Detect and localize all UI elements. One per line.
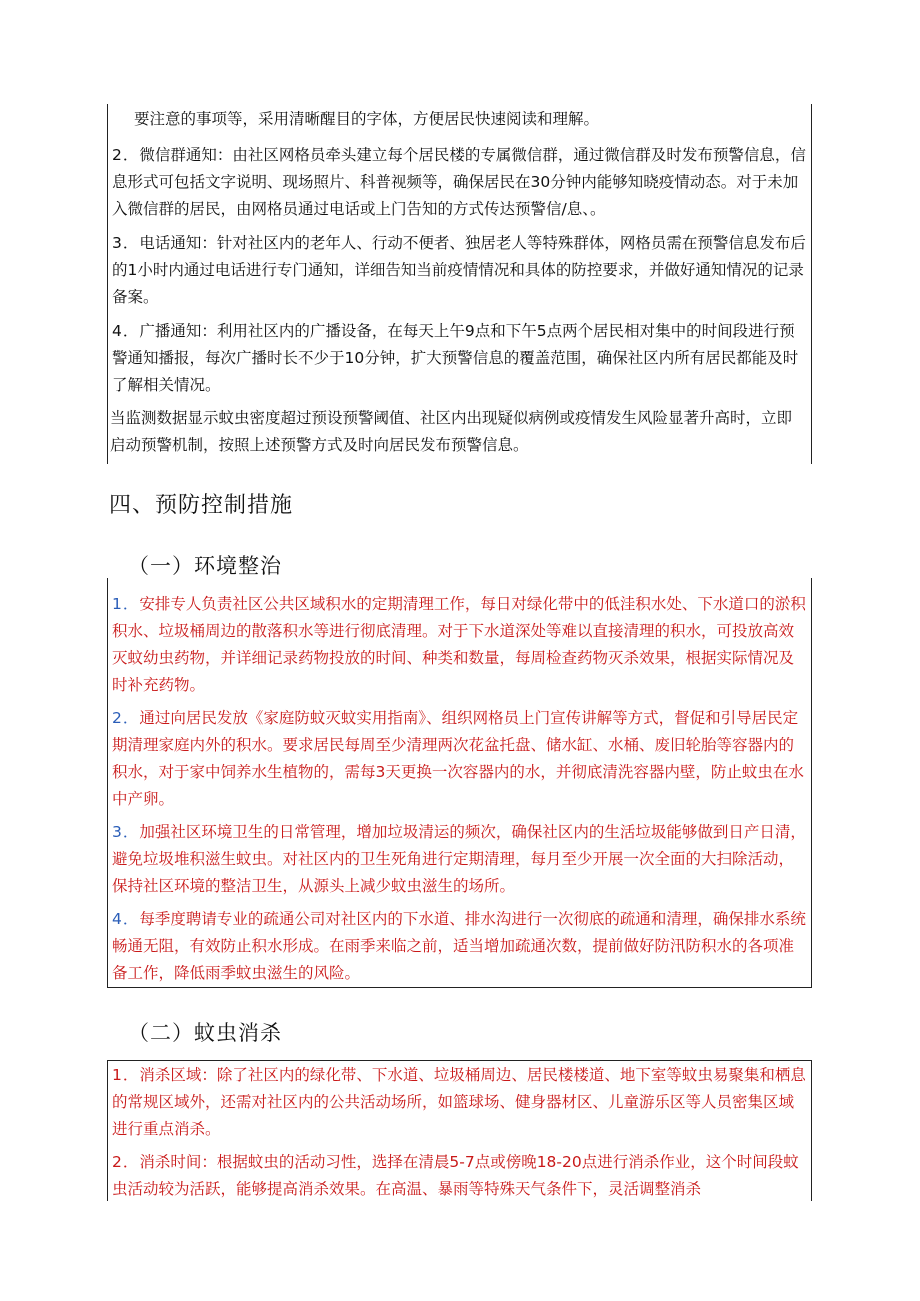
item-number: 2．: [112, 709, 140, 727]
paragraph-broadcast-notice: 4．广播通知：利用社区内的广播设备，在每天上午9点和下午5点两个居民相对集中的时间段进行预警通知播报，每次广播时长不少于10分钟，扩大预警信息的覆盖范围，确保社区内所有居民都能及时了解相关情况。: [112, 322, 799, 394]
paragraph-household-water-cleanup: 2．通过向居民发放《家庭防蚊灭蚊实用指南》、组织网格员上门宣传讲解等方式，督促和引导居民定期清理家庭内外的积水。要求居民每周至少清理两次花盆托盘、储水缸、水桶、废旧轮胎等容器内的积水，对于家中饲养水生植物的，需每3天更换一次容器内的水，并彻底清洗容器内壁，防止蚊虫在水中产卵。: [112, 709, 804, 808]
disinfection-box: [107, 1060, 812, 1201]
item-number: 2．: [112, 146, 140, 164]
paragraph-disinfection-area: 1．消杀区域：除了社区内的绿化带、下水道、垃圾桶周边、居民楼楼道、地下室等蚊虫易聚集和栖息的常规区域外，还需对社区内的公共活动场所，如篮球场、健身器材区、儿童游乐区等人员密集区域进行重点消杀。: [112, 1066, 806, 1138]
paragraph-sanitation-management: 3．加强社区环境卫生的日常管理，增加垃圾清运的频次，确保社区内的生活垃圾能够做到日产日清，避免垃圾堆积滋生蚊虫。对社区内的卫生死角进行定期清理，每月至少开展一次全面的大扫除活动，保持社区环境的整洁卫生，从源头上减少蚊虫滋生的场所。: [112, 823, 806, 895]
item-number: 1．: [112, 595, 140, 613]
paragraph-warning-trigger: 当监测数据显示蚊虫密度超过预设预警阈值、社区内出现疑似病例或疫情发生风险显著升高时，立即启动预警机制，按照上述预警方式及时向居民发布预警信息。: [110, 409, 793, 454]
paragraph-wechat-notice: 2．微信群通知：由社区网格员牵头建立每个居民楼的专属微信群，通过微信群及时发布预警信息，信息形式可包括文字说明、现场照片、科普视频等，确保居民在30分钟内能够知晓疫情动态。对于未加入微信群的居民，由网格员通过电话或上门告知的方式传达预警信/息、。: [112, 146, 806, 218]
subsection-heading-environment: （一）环境整治: [128, 554, 282, 578]
item-number: 4．: [112, 322, 140, 340]
paragraph-drain-dredging: 4．每季度聘请专业的疏通公司对社区内的下水道、排水沟进行一次彻底的疏通和清理，确保排水系统畅通无阻，有效防止积水形成。在雨季来临之前，适当增加疏通次数，提前做好防汛防积水的各项准备工作，降低雨季蚊虫滋生的风险。: [112, 910, 806, 982]
item-number: 3．: [112, 234, 140, 252]
paragraph-phone-notice: 3．电话通知：针对社区内的老年人、行动不便者、独居老人等特殊群体，网格员需在预警信息发布后的1小时内通过电话进行专门通知，详细告知当前疫情情况和具体的防控要求，并做好通知情况的记录备案。: [112, 234, 806, 306]
section-heading-prevention: 四、预防控制措施: [109, 493, 294, 518]
item-number: 4．: [112, 910, 140, 928]
item-number: 1．: [112, 1066, 140, 1084]
paragraph-posting-notice-end: 要注意的事项等，采用清晰醒目的字体，方便居民快速阅读和理解。: [134, 110, 600, 128]
warning-methods-box: [107, 104, 812, 464]
paragraph-public-water-cleanup: 1．安排专人负责社区公共区域积水的定期清理工作，每日对绿化带中的低洼积水处、下水道口的淤积积水、垃圾桶周边的散落积水等进行彻底清理。对于下水道深处等难以直接清理的积水，可投放高效灭蚊幼虫药物，并详细记录药物投放的时间、种类和数量，每周检查药物灭杀效果，根据实际情况及时补充药物。: [112, 595, 806, 694]
item-number: 2．: [112, 1153, 140, 1171]
environment-measures-box: [107, 578, 812, 988]
paragraph-disinfection-time: 2．消杀时间：根据蚊虫的活动习性，选择在清晨5-7点或傍晚18-20点进行消杀作业，这个时间段蚊虫活动较为活跃，能够提高消杀效果。在高温、暴雨等特殊天气条件下，灵活调整消杀: [112, 1153, 799, 1198]
item-number: 3．: [112, 823, 140, 841]
subsection-heading-disinfection: （二）蚊虫消杀: [128, 1021, 282, 1045]
